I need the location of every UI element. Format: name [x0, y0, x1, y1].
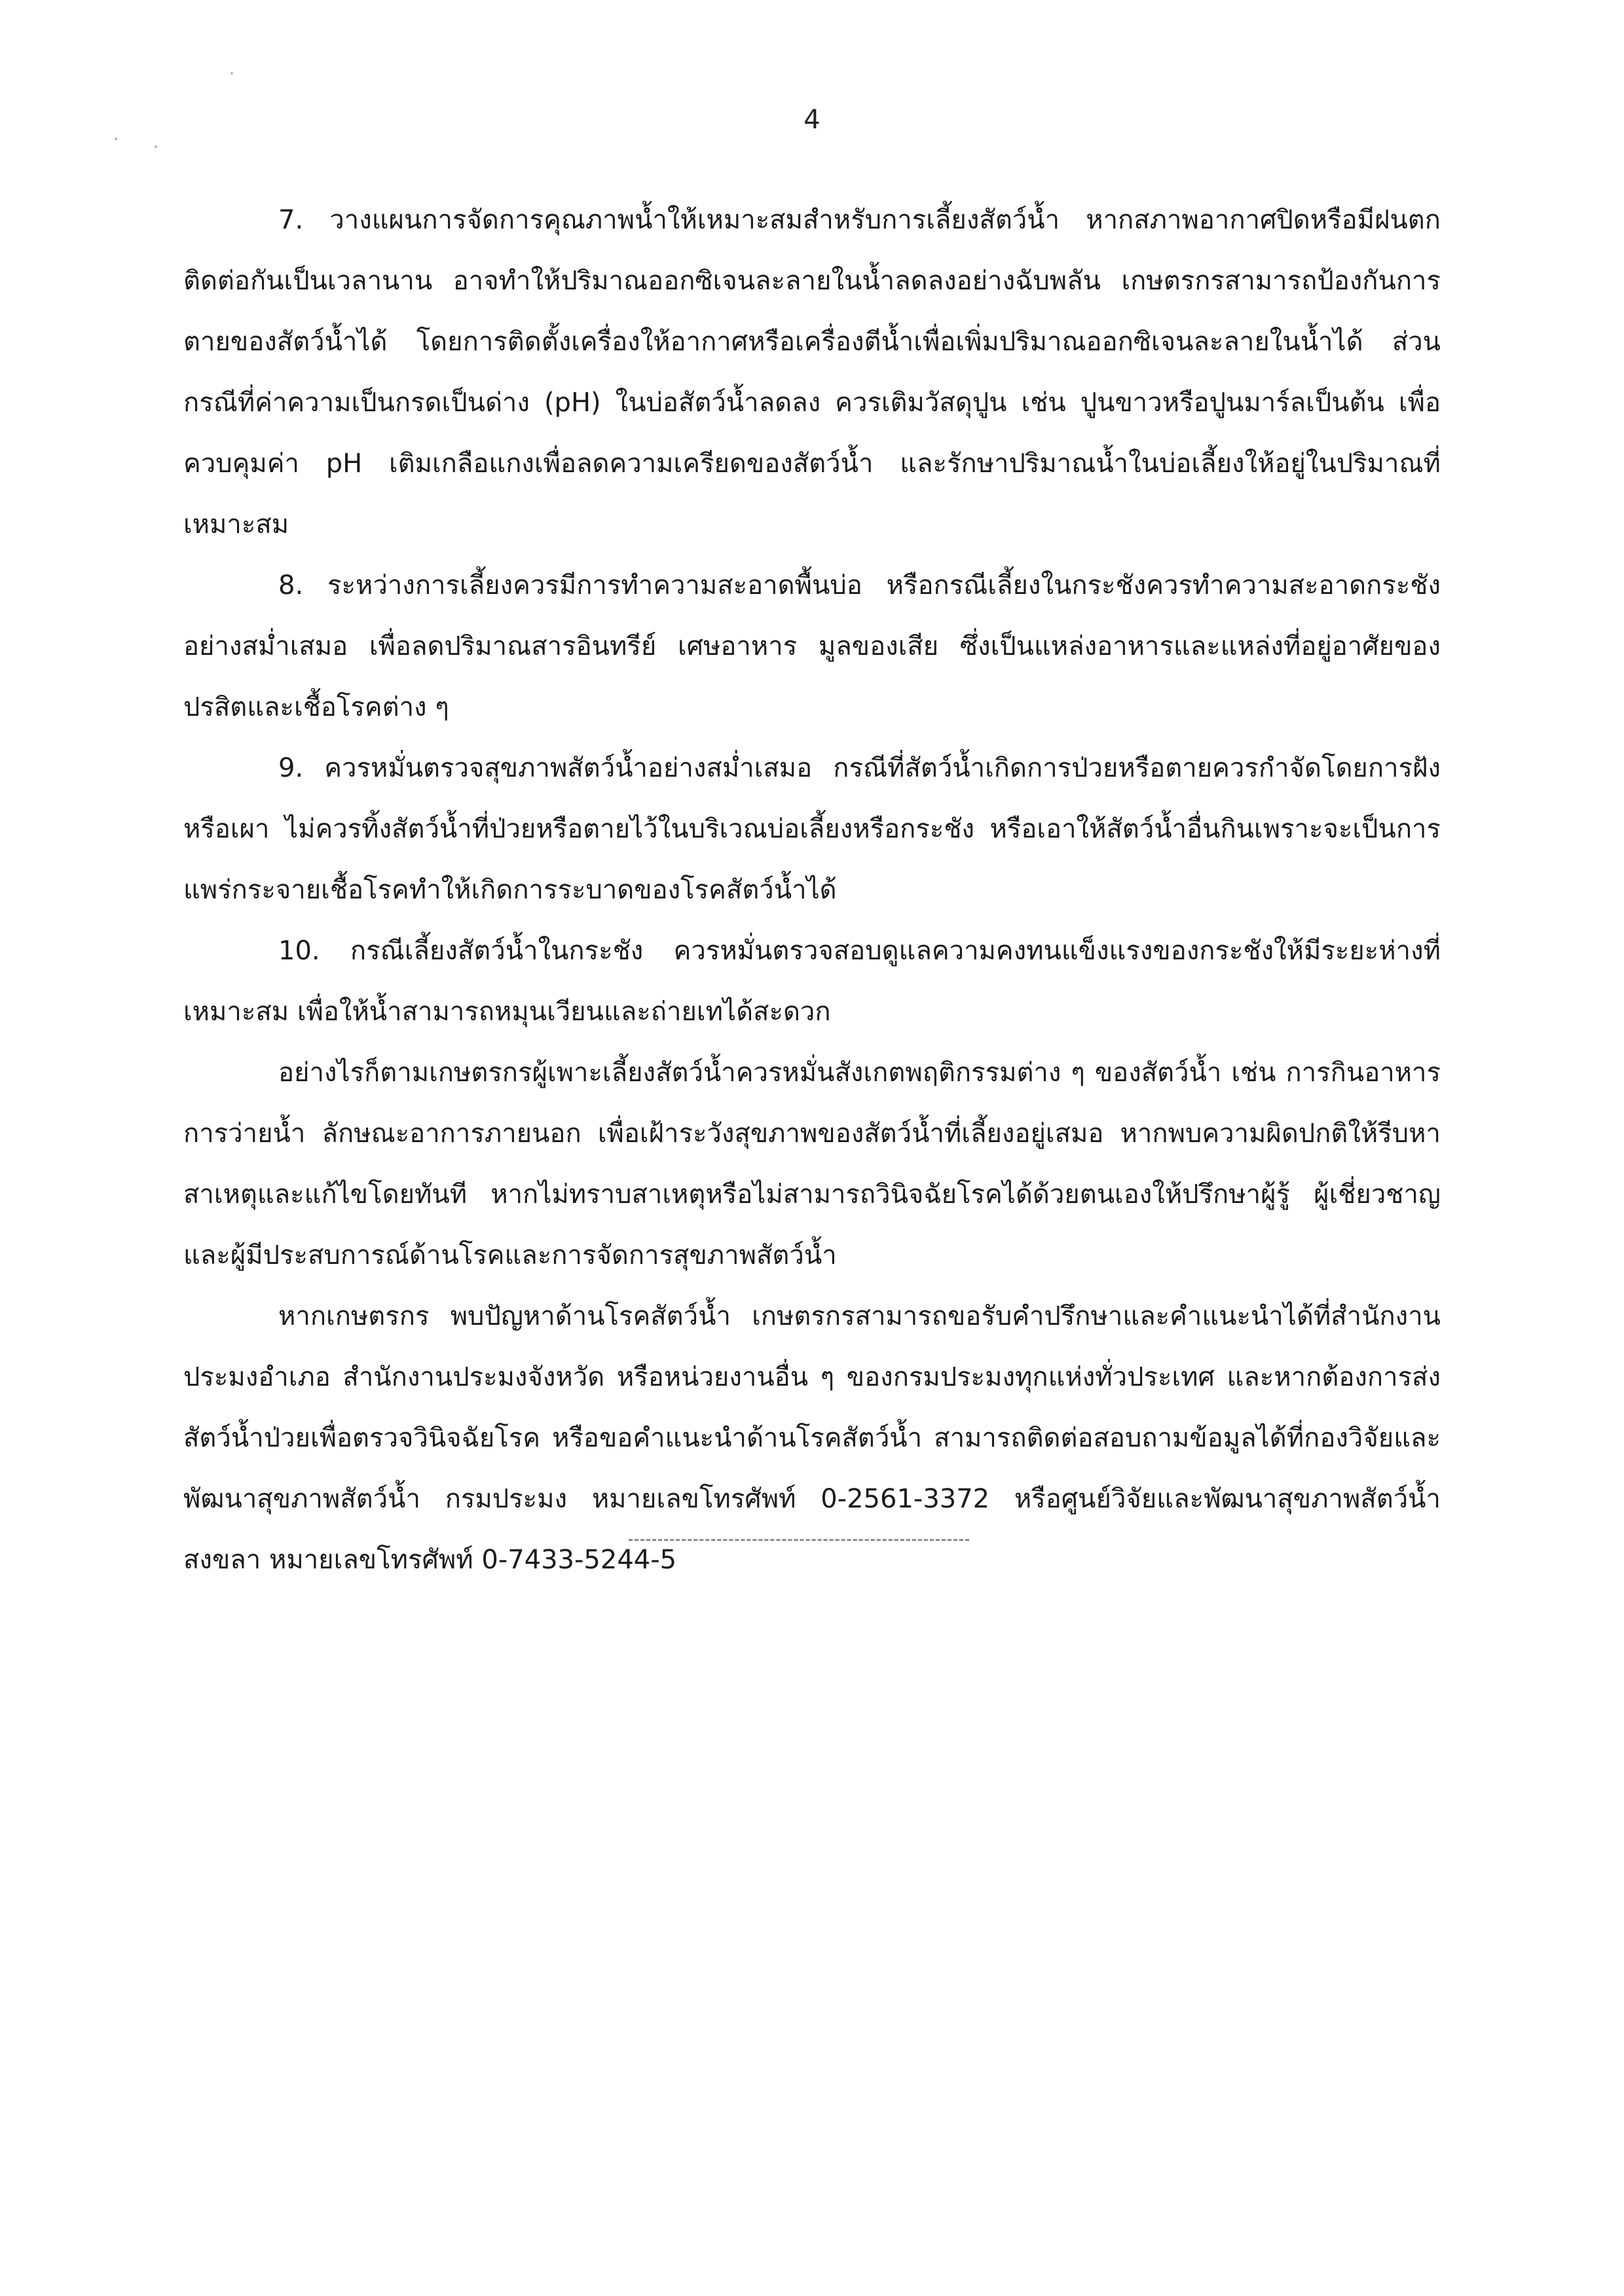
paragraph-item-10-cage-maintenance: 10. กรณีเลี้ยงสัตว์น้ำในกระชัง ควรหมั่นตรวจสอบดูแลความคงทนแข็งแรงของกระชังให้มีระยะห่างที่เหมาะสม เพื่อให้น้ำสามารถหมุนเวียนและถ่ายเทได้สะดวก	[183, 936, 1441, 1027]
paragraph-contact-information: หากเกษตรกร พบปัญหาด้านโรคสัตว์น้ำ เกษตรกรสามารถขอรับคำปรึกษาและคำแนะนำได้ที่สำนักงานประมงอำเภอ สำนักงานประมงจังหวัด หรือหน่วยงานอื่น ๆ ของกรมประมงทุกแห่งทั่วประเทศ และหากต้องการส่งสัตว์น้ำป่วยเพื่อตรวจวินิจฉัยโรค หรือขอคำแนะนำด้านโรคสัตว์น้ำ สามารถติดต่อสอบถามข้อมูลได้ที่กองวิจัยและพัฒนาสุขภาพสัตว์น้ำ กรมประมง หมายเลขโทรศัพท์ 0-2561-3372 หรือศูนย์วิจัยและพัฒนาสุขภาพสัตว์น้ำสงขลา หมายเลขโทรศัพท์ 0-7433-5244-5	[183, 1301, 1441, 1575]
scan-speck	[155, 145, 157, 148]
paragraph-item-9-health-check: 9. ควรหมั่นตรวจสุขภาพสัตว์น้ำอย่างสม่ำเสมอ กรณีที่สัตว์น้ำเกิดการป่วยหรือตายควรกำจัดโดยการฝังหรือเผา ไม่ควรทิ้งสัตว์น้ำที่ป่วยหรือตายไว้ในบริเวณบ่อเลี้ยงหรือกระชัง หรือเอาให้สัตว์น้ำอื่นกินเพราะจะเป็นการแพร่กระจายเชื้อโรคทำให้เกิดการระบาดของโรคสัตว์น้ำได้	[183, 753, 1441, 905]
end-divider	[629, 1539, 969, 1541]
document-body	[183, 190, 1441, 1591]
paragraph-item-8-pond-cleaning: 8. ระหว่างการเลี้ยงควรมีการทำความสะอาดพื้นบ่อ หรือกรณีเลี้ยงในกระชังควรทำความสะอาดกระชังอย่างสม่ำเสมอ เพื่อลดปริมาณสารอินทรีย์ เศษอาหาร มูลของเสีย ซึ่งเป็นแหล่งอาหารและแหล่งที่อยู่อาศัยของปรสิตและเชื้อโรคต่าง ๆ	[183, 570, 1441, 722]
scan-speck	[115, 138, 117, 140]
paragraph-observation-advice: อย่างไรก็ตามเกษตรกรผู้เพาะเลี้ยงสัตว์น้ำควรหมั่นสังเกตพฤติกรรมต่าง ๆ ของสัตว์น้ำ เช่น การกินอาหาร การว่ายน้ำ ลักษณะอาการภายนอก เพื่อเฝ้าระวังสุขภาพของสัตว์น้ำที่เลี้ยงอยู่เสมอ หากพบความผิดปกติให้รีบหาสาเหตุและแก้ไขโดยทันที หากไม่ทราบสาเหตุหรือไม่สามารถวินิจฉัยโรคได้ด้วยตนเองให้ปรึกษาผู้รู้ ผู้เชี่ยวชาญ และผู้มีประสบการณ์ด้านโรคและการจัดการสุขภาพสัตว์น้ำ	[183, 1058, 1441, 1270]
page-number: 4	[803, 105, 821, 135]
scan-speck	[231, 72, 233, 75]
paragraph-item-7-water-quality: 7. วางแผนการจัดการคุณภาพน้ำให้เหมาะสมสำหรับการเลี้ยงสัตว์น้ำ หากสภาพอากาศปิดหรือมีฝนตกติดต่อกันเป็นเวลานาน อาจทำให้ปริมาณออกซิเจนละลายในน้ำลดลงอย่างฉับพลัน เกษตรกรสามารถป้องกันการตายของสัตว์น้ำได้ โดยการติดตั้งเครื่องให้อากาศหรือเครื่องตีน้ำเพื่อเพิ่มปริมาณออกซิเจนละลายในน้ำได้ ส่วนกรณีที่ค่าความเป็นกรดเป็นด่าง (pH) ในบ่อสัตว์น้ำลดลง ควรเติมวัสดุปูน เช่น ปูนขาวหรือปูนมาร์ลเป็นต้น เพื่อควบคุมค่า pH เติมเกลือแกงเพื่อลดความเครียดของสัตว์น้ำ และรักษาปริมาณน้ำในบ่อเลี้ยงให้อยู่ในปริมาณที่เหมาะสม	[183, 205, 1441, 540]
